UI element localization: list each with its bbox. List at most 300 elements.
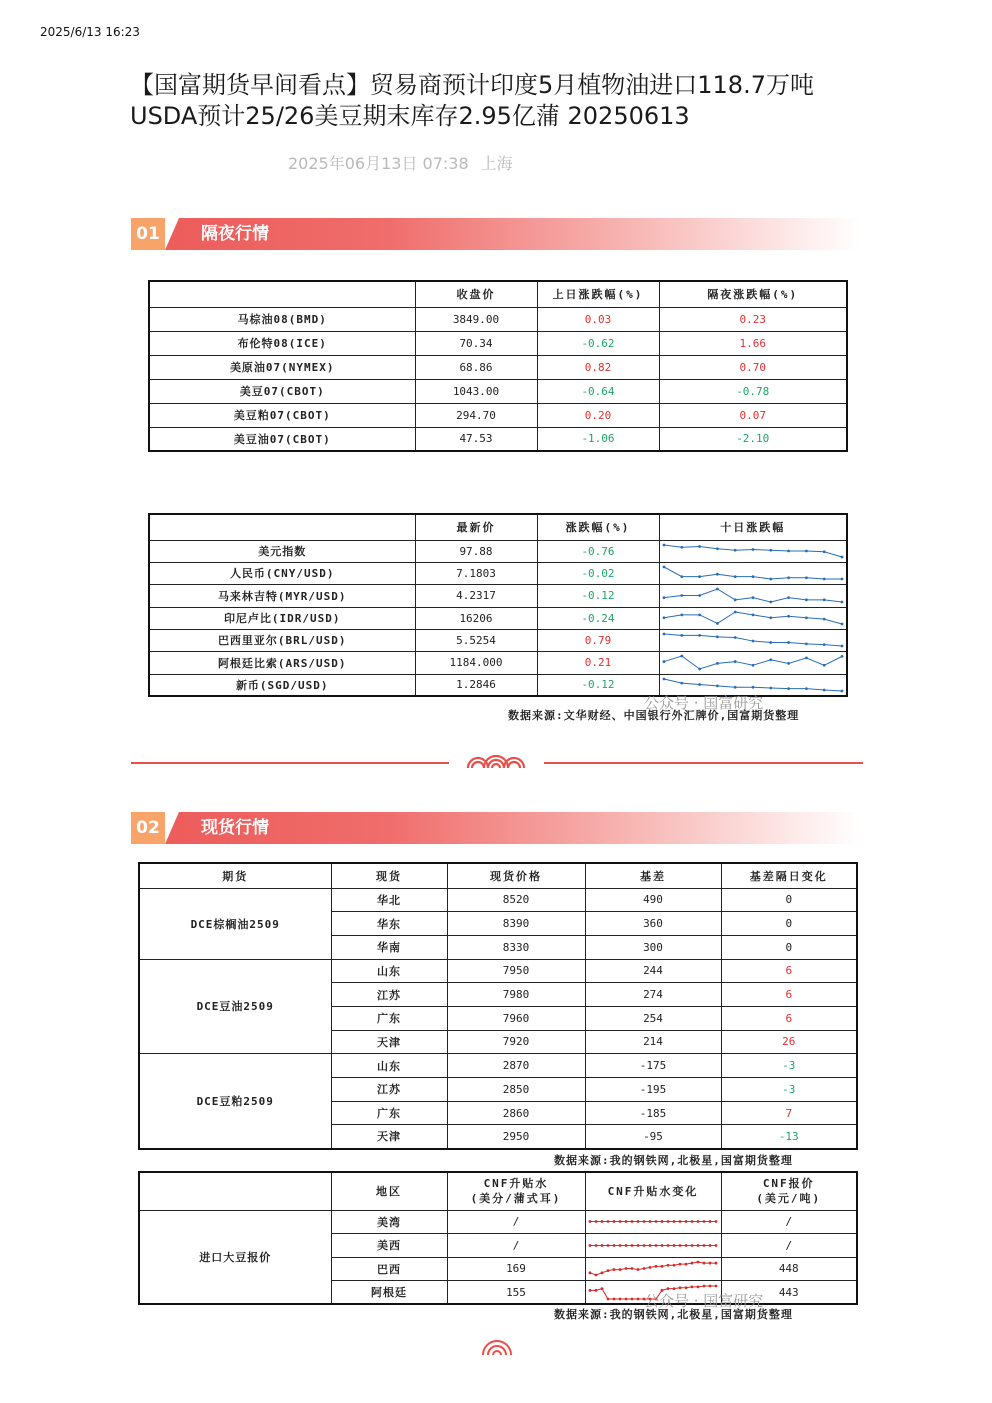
basis: 254 xyxy=(585,1006,721,1030)
basis: 244 xyxy=(585,959,721,983)
future-contract: DCE棕榈油2509 xyxy=(139,888,331,959)
sparkline-point xyxy=(606,1244,609,1247)
section-title: 现货行情 xyxy=(201,818,269,838)
table-row xyxy=(149,651,847,674)
header-prev-change: 上日涨跌幅(%) xyxy=(537,281,659,307)
overnight-market-table xyxy=(148,280,848,452)
sparkline-point xyxy=(618,1268,621,1271)
sparkline-point xyxy=(588,1220,591,1223)
spot-price: 8390 xyxy=(447,912,585,936)
sparkline-point xyxy=(680,546,683,549)
basis-change: 6 xyxy=(721,959,857,983)
spot-region: 华东 xyxy=(331,912,447,936)
sparkline-point xyxy=(769,549,772,552)
sparkline-point xyxy=(702,1244,705,1247)
sparkline-point xyxy=(805,656,808,659)
publish-date: 2025年06月13日 07:38 xyxy=(288,154,469,173)
cnf-price: 443 xyxy=(721,1281,857,1305)
sparkline-point xyxy=(708,1262,711,1265)
basis: 490 xyxy=(585,888,721,912)
currency-name: 美元指数 xyxy=(149,540,415,562)
cnf-price: / xyxy=(721,1234,857,1258)
sparkline-point xyxy=(600,1287,603,1290)
cnf-price: 448 xyxy=(721,1257,857,1281)
spot-region: 天津 xyxy=(331,1125,447,1149)
overnight-change: 0.70 xyxy=(659,355,847,379)
sparkline-point xyxy=(716,684,719,687)
sparkline-point xyxy=(698,613,701,616)
close-price: 1043.00 xyxy=(415,379,537,403)
sparkline-point xyxy=(684,1263,687,1266)
sparkline-point xyxy=(690,1220,693,1223)
sparkline-point xyxy=(822,688,825,691)
sparkline-point xyxy=(805,576,808,579)
sparkline-point xyxy=(840,623,843,626)
cnf-change-trend xyxy=(585,1210,721,1234)
sparkline-point xyxy=(733,575,736,578)
instrument-name: 布伦特08(ICE) xyxy=(149,331,415,355)
ten-day-trend xyxy=(659,584,847,607)
header-price-line1: CNF报价 xyxy=(762,1177,815,1191)
sparkline-point xyxy=(751,686,754,689)
data-source-note: 数据来源:我的钢铁网,北极星,国富期货整理 xyxy=(554,1154,793,1167)
import-region: 阿根廷 xyxy=(331,1281,447,1305)
sparkline-point xyxy=(787,687,790,690)
sparkline-point xyxy=(690,1262,693,1265)
sparkline-point xyxy=(690,1285,693,1288)
spot-market-table xyxy=(138,862,858,1150)
sparkline-point xyxy=(805,616,808,619)
price-change: -0.76 xyxy=(537,540,659,562)
prev-day-change: 0.82 xyxy=(537,355,659,379)
sparkline-point xyxy=(680,594,683,597)
sparkline-point xyxy=(636,1268,639,1271)
sparkline-point xyxy=(594,1288,597,1291)
header-latest: 最新价 xyxy=(415,514,537,540)
sparkline-point xyxy=(733,598,736,601)
spot-price: 7960 xyxy=(447,1006,585,1030)
ten-day-trend xyxy=(659,607,847,629)
data-source-note: 数据来源:我的钢铁网,北极星,国富期货整理 xyxy=(554,1308,793,1321)
latest-price: 1184.000 xyxy=(415,651,537,674)
title-line-2: USDA预计25/26美豆期末库存2.95亿蒲 20250613 xyxy=(130,102,690,130)
sparkline-point xyxy=(642,1220,645,1223)
section-header-spot xyxy=(131,812,861,844)
table-row xyxy=(149,307,847,331)
currency-name: 印尼卢比(IDR/USD) xyxy=(149,607,415,629)
sparkline-point xyxy=(630,1220,633,1223)
sparkline-point xyxy=(769,578,772,581)
sparkline-point xyxy=(702,1220,705,1223)
currency-name: 巴西里亚尔(BRL/USD) xyxy=(149,629,415,651)
publish-location: 上海 xyxy=(480,154,513,173)
sparkline-point xyxy=(666,1220,669,1223)
spot-price: 7950 xyxy=(447,959,585,983)
sparkline-point xyxy=(624,1267,627,1270)
sparkline-point xyxy=(696,1285,699,1288)
basis: 300 xyxy=(585,935,721,959)
spot-price: 8330 xyxy=(447,935,585,959)
sparkline-point xyxy=(702,1284,705,1287)
sparkline-point xyxy=(662,660,665,663)
basis-change: 6 xyxy=(721,983,857,1007)
basis: 274 xyxy=(585,983,721,1007)
cloud-ornament-icon xyxy=(480,1338,514,1356)
sparkline-point xyxy=(618,1220,621,1223)
sparkline-point xyxy=(698,683,701,686)
sparkline-point xyxy=(654,1220,657,1223)
sparkline-point xyxy=(624,1244,627,1247)
import-region: 巴西 xyxy=(331,1257,447,1281)
sparkline-point xyxy=(733,549,736,552)
sparkline-point xyxy=(840,601,843,604)
section-notch xyxy=(165,812,179,844)
spot-region: 华北 xyxy=(331,888,447,912)
sparkline-point xyxy=(630,1267,633,1270)
sparkline-point xyxy=(822,664,825,667)
table-row xyxy=(149,331,847,355)
sparkline-point xyxy=(769,686,772,689)
sparkline-point xyxy=(588,1288,591,1291)
sparkline-point xyxy=(612,1220,615,1223)
section-number: 01 xyxy=(131,218,165,250)
sparkline-point xyxy=(618,1297,621,1300)
sparkline-point xyxy=(594,1220,597,1223)
instrument-name: 美豆粕07(CBOT) xyxy=(149,403,415,427)
sparkline-point xyxy=(805,598,808,601)
sparkline-point xyxy=(840,578,843,581)
sparkline-point xyxy=(642,1244,645,1247)
sparkline-point xyxy=(612,1297,615,1300)
sparkline-point xyxy=(716,662,719,665)
sparkline-point xyxy=(696,1220,699,1223)
header-cnf-line1: CNF升贴水 xyxy=(483,1177,549,1191)
sparkline-point xyxy=(733,636,736,639)
sparkline-point xyxy=(612,1244,615,1247)
title-line-1: 【国富期货早间看点】贸易商预计印度5月植物油进口118.7万吨 xyxy=(130,71,814,99)
ten-day-trend xyxy=(659,651,847,674)
close-price: 294.70 xyxy=(415,403,537,427)
close-price: 70.34 xyxy=(415,331,537,355)
sparkline-point xyxy=(787,550,790,553)
sparkline-point xyxy=(624,1220,627,1223)
header-ten-day: 十日涨跌幅 xyxy=(659,514,847,540)
sparkline-point xyxy=(678,1244,681,1247)
header-basis-change: 基差隔日变化 xyxy=(721,863,857,888)
divider-right xyxy=(544,762,863,764)
sparkline-point xyxy=(822,578,825,581)
sparkline-point xyxy=(716,588,719,591)
sparkline-point xyxy=(660,1265,663,1268)
sparkline-line xyxy=(664,589,842,602)
fx-market-table xyxy=(148,513,848,697)
sparkline-point xyxy=(680,575,683,578)
latest-price: 4.2317 xyxy=(415,584,537,607)
sparkline-point xyxy=(840,645,843,648)
spot-price: 2850 xyxy=(447,1078,585,1102)
sparkline-point xyxy=(822,618,825,621)
sparkline-line xyxy=(664,656,842,669)
spot-price: 2950 xyxy=(447,1125,585,1149)
sparkline-point xyxy=(787,641,790,644)
sparkline-point xyxy=(612,1268,615,1271)
cnf-premium: 169 xyxy=(447,1257,585,1281)
divider-left xyxy=(131,762,449,764)
close-price: 68.86 xyxy=(415,355,537,379)
sparkline-point xyxy=(678,1263,681,1266)
latest-price: 16206 xyxy=(415,607,537,629)
section-title: 隔夜行情 xyxy=(201,224,269,244)
sparkline-point xyxy=(630,1244,633,1247)
cnf-change-trend xyxy=(585,1234,721,1258)
sparkline-point xyxy=(684,1286,687,1289)
section-header-overnight xyxy=(131,218,861,250)
article-meta xyxy=(288,151,525,174)
price-change: -0.02 xyxy=(537,562,659,584)
sparkline-point xyxy=(680,613,683,616)
spot-price: 8520 xyxy=(447,888,585,912)
sparkline-chart xyxy=(660,608,846,628)
sparkline-point xyxy=(606,1220,609,1223)
sparkline-point xyxy=(648,1244,651,1247)
sparkline-point xyxy=(716,573,719,576)
sparkline-chart xyxy=(586,1235,720,1256)
watermark: 公众号 · 国富研究 xyxy=(644,1292,764,1310)
sparkline-point xyxy=(696,1261,699,1264)
ten-day-trend xyxy=(659,540,847,562)
spot-price: 2860 xyxy=(447,1101,585,1125)
sparkline-chart xyxy=(660,652,846,673)
table-row xyxy=(149,355,847,379)
sparkline-point xyxy=(662,616,665,619)
section-number: 02 xyxy=(131,812,165,844)
sparkline-point xyxy=(769,601,772,604)
import-soybean-label: 进口大豆报价 xyxy=(139,1210,331,1304)
header-future: 期货 xyxy=(139,863,331,888)
basis-change: 0 xyxy=(721,888,857,912)
basis: 360 xyxy=(585,912,721,936)
sparkline-point xyxy=(662,566,665,569)
article-title xyxy=(130,70,890,132)
header-cnf xyxy=(447,1172,585,1210)
sparkline-point xyxy=(696,1244,699,1247)
sparkline-point xyxy=(751,548,754,551)
sparkline-point xyxy=(588,1272,591,1275)
cnf-price: / xyxy=(721,1210,857,1234)
sparkline-point xyxy=(642,1267,645,1270)
sparkline-point xyxy=(840,556,843,559)
header-cnf-line2: (美分/蒲式耳) xyxy=(470,1192,562,1206)
data-source-note: 数据来源:文华财经、中国银行外汇牌价,国富期货整理 xyxy=(508,709,800,722)
cloud-ornament-icon xyxy=(464,740,528,770)
basis-change: -13 xyxy=(721,1125,857,1149)
overnight-change: -2.10 xyxy=(659,427,847,451)
basis: -185 xyxy=(585,1101,721,1125)
header-cell xyxy=(149,514,415,540)
sparkline-point xyxy=(666,1244,669,1247)
sparkline-point xyxy=(840,655,843,658)
basis-change: 7 xyxy=(721,1101,857,1125)
header-cnf-change: CNF升贴水变化 xyxy=(585,1172,721,1210)
price-change: -0.12 xyxy=(537,584,659,607)
import-soybean-table xyxy=(138,1171,858,1305)
sparkline-point xyxy=(751,596,754,599)
sparkline-point xyxy=(690,1244,693,1247)
future-contract: DCE豆油2509 xyxy=(139,959,331,1054)
sparkline-point xyxy=(672,1220,675,1223)
ten-day-trend xyxy=(659,562,847,584)
table-row xyxy=(139,1210,857,1234)
latest-price: 97.88 xyxy=(415,540,537,562)
instrument-name: 马棕油08(BMD) xyxy=(149,307,415,331)
sparkline-point xyxy=(666,1264,669,1267)
table-header-row xyxy=(149,514,847,540)
sparkline-point xyxy=(787,662,790,665)
overnight-change: 0.07 xyxy=(659,403,847,427)
sparkline-point xyxy=(684,1244,687,1247)
sparkline-point xyxy=(672,1264,675,1267)
sparkline-point xyxy=(805,550,808,553)
sparkline-point xyxy=(662,596,665,599)
sparkline-line xyxy=(664,679,842,691)
sparkline-point xyxy=(751,640,754,643)
table-row xyxy=(149,379,847,403)
spot-region: 广东 xyxy=(331,1006,447,1030)
header-spot: 现货 xyxy=(331,863,447,888)
sparkline-point xyxy=(751,575,754,578)
header-cnf-price xyxy=(721,1172,857,1210)
overnight-change: 0.23 xyxy=(659,307,847,331)
table-row xyxy=(139,959,857,983)
prev-day-change: -1.06 xyxy=(537,427,659,451)
header-price-line2: (美元/吨) xyxy=(756,1192,822,1206)
sparkline-point xyxy=(672,1244,675,1247)
spot-region: 江苏 xyxy=(331,983,447,1007)
sparkline-chart xyxy=(586,1258,720,1279)
sparkline-point xyxy=(733,660,736,663)
table-header-row xyxy=(139,1172,857,1210)
table-row xyxy=(149,540,847,562)
sparkline-point xyxy=(708,1220,711,1223)
table-header-row xyxy=(139,863,857,888)
sparkline-point xyxy=(822,550,825,553)
sparkline-point xyxy=(636,1244,639,1247)
sparkline-point xyxy=(702,1262,705,1265)
sparkline-point xyxy=(648,1266,651,1269)
sparkline-point xyxy=(678,1286,681,1289)
spot-price: 7920 xyxy=(447,1030,585,1054)
currency-name: 马来林吉特(MYR/USD) xyxy=(149,584,415,607)
basis-change: -3 xyxy=(721,1078,857,1102)
table-row xyxy=(149,427,847,451)
sparkline-point xyxy=(636,1297,639,1300)
sparkline-point xyxy=(698,545,701,548)
basis-change: -3 xyxy=(721,1054,857,1078)
cnf-change-trend xyxy=(585,1257,721,1281)
sparkline-point xyxy=(787,596,790,599)
sparkline-point xyxy=(680,634,683,637)
overnight-change: 1.66 xyxy=(659,331,847,355)
future-contract: DCE豆粕2509 xyxy=(139,1054,331,1149)
sparkline-point xyxy=(733,686,736,689)
sparkline-point xyxy=(840,689,843,692)
sparkline-point xyxy=(654,1244,657,1247)
sparkline-point xyxy=(648,1220,651,1223)
header-change: 涨跌幅(%) xyxy=(537,514,659,540)
instrument-name: 美豆油07(CBOT) xyxy=(149,427,415,451)
latest-price: 5.5254 xyxy=(415,629,537,651)
sparkline-point xyxy=(698,668,701,671)
close-price: 47.53 xyxy=(415,427,537,451)
sparkline-point xyxy=(662,544,665,547)
price-change: 0.21 xyxy=(537,651,659,674)
sparkline-point xyxy=(660,1220,663,1223)
sparkline-point xyxy=(714,1262,717,1265)
sparkline-point xyxy=(698,594,701,597)
basis: -95 xyxy=(585,1125,721,1149)
sparkline-point xyxy=(716,547,719,550)
sparkline-point xyxy=(714,1220,717,1223)
cnf-premium: / xyxy=(447,1210,585,1234)
sparkline-point xyxy=(822,643,825,646)
sparkline-point xyxy=(805,687,808,690)
latest-price: 7.1803 xyxy=(415,562,537,584)
currency-name: 新币(SGD/USD) xyxy=(149,674,415,696)
price-change: -0.24 xyxy=(537,607,659,629)
basis-change: 6 xyxy=(721,1006,857,1030)
sparkline-point xyxy=(751,664,754,667)
table-row xyxy=(139,888,857,912)
spot-region: 天津 xyxy=(331,1030,447,1054)
sparkline-chart xyxy=(660,630,846,650)
sparkline-point xyxy=(618,1244,621,1247)
sparkline-point xyxy=(751,613,754,616)
price-change: 0.79 xyxy=(537,629,659,651)
sparkline-point xyxy=(787,576,790,579)
sparkline-chart xyxy=(586,1211,720,1232)
import-region: 美湾 xyxy=(331,1210,447,1234)
sparkline-point xyxy=(769,616,772,619)
instrument-name: 美原油07(NYMEX) xyxy=(149,355,415,379)
header-basis: 基差 xyxy=(585,863,721,888)
sparkline-point xyxy=(733,611,736,614)
table-row xyxy=(149,403,847,427)
sparkline-point xyxy=(680,655,683,658)
sparkline-line xyxy=(664,545,842,557)
sparkline-point xyxy=(588,1244,591,1247)
basis: -175 xyxy=(585,1054,721,1078)
cnf-premium: 155 xyxy=(447,1281,585,1305)
sparkline-point xyxy=(606,1270,609,1273)
sparkline-point xyxy=(660,1244,663,1247)
header-cell xyxy=(149,281,415,307)
currency-name: 人民币(CNY/USD) xyxy=(149,562,415,584)
prev-day-change: 0.20 xyxy=(537,403,659,427)
print-timestamp: 2025/6/13 16:23 xyxy=(40,25,140,39)
sparkline-point xyxy=(654,1265,657,1268)
sparkline-point xyxy=(769,641,772,644)
watermark: 公众号 · 国富研究 xyxy=(644,694,764,712)
header-night-change: 隔夜涨跌幅(%) xyxy=(659,281,847,307)
sparkline-point xyxy=(662,677,665,680)
basis: 214 xyxy=(585,1030,721,1054)
basis: -195 xyxy=(585,1078,721,1102)
sparkline-point xyxy=(698,634,701,637)
table-row xyxy=(149,629,847,651)
sparkline-point xyxy=(630,1297,633,1300)
sparkline-point xyxy=(600,1272,603,1275)
sparkline-point xyxy=(708,1244,711,1247)
